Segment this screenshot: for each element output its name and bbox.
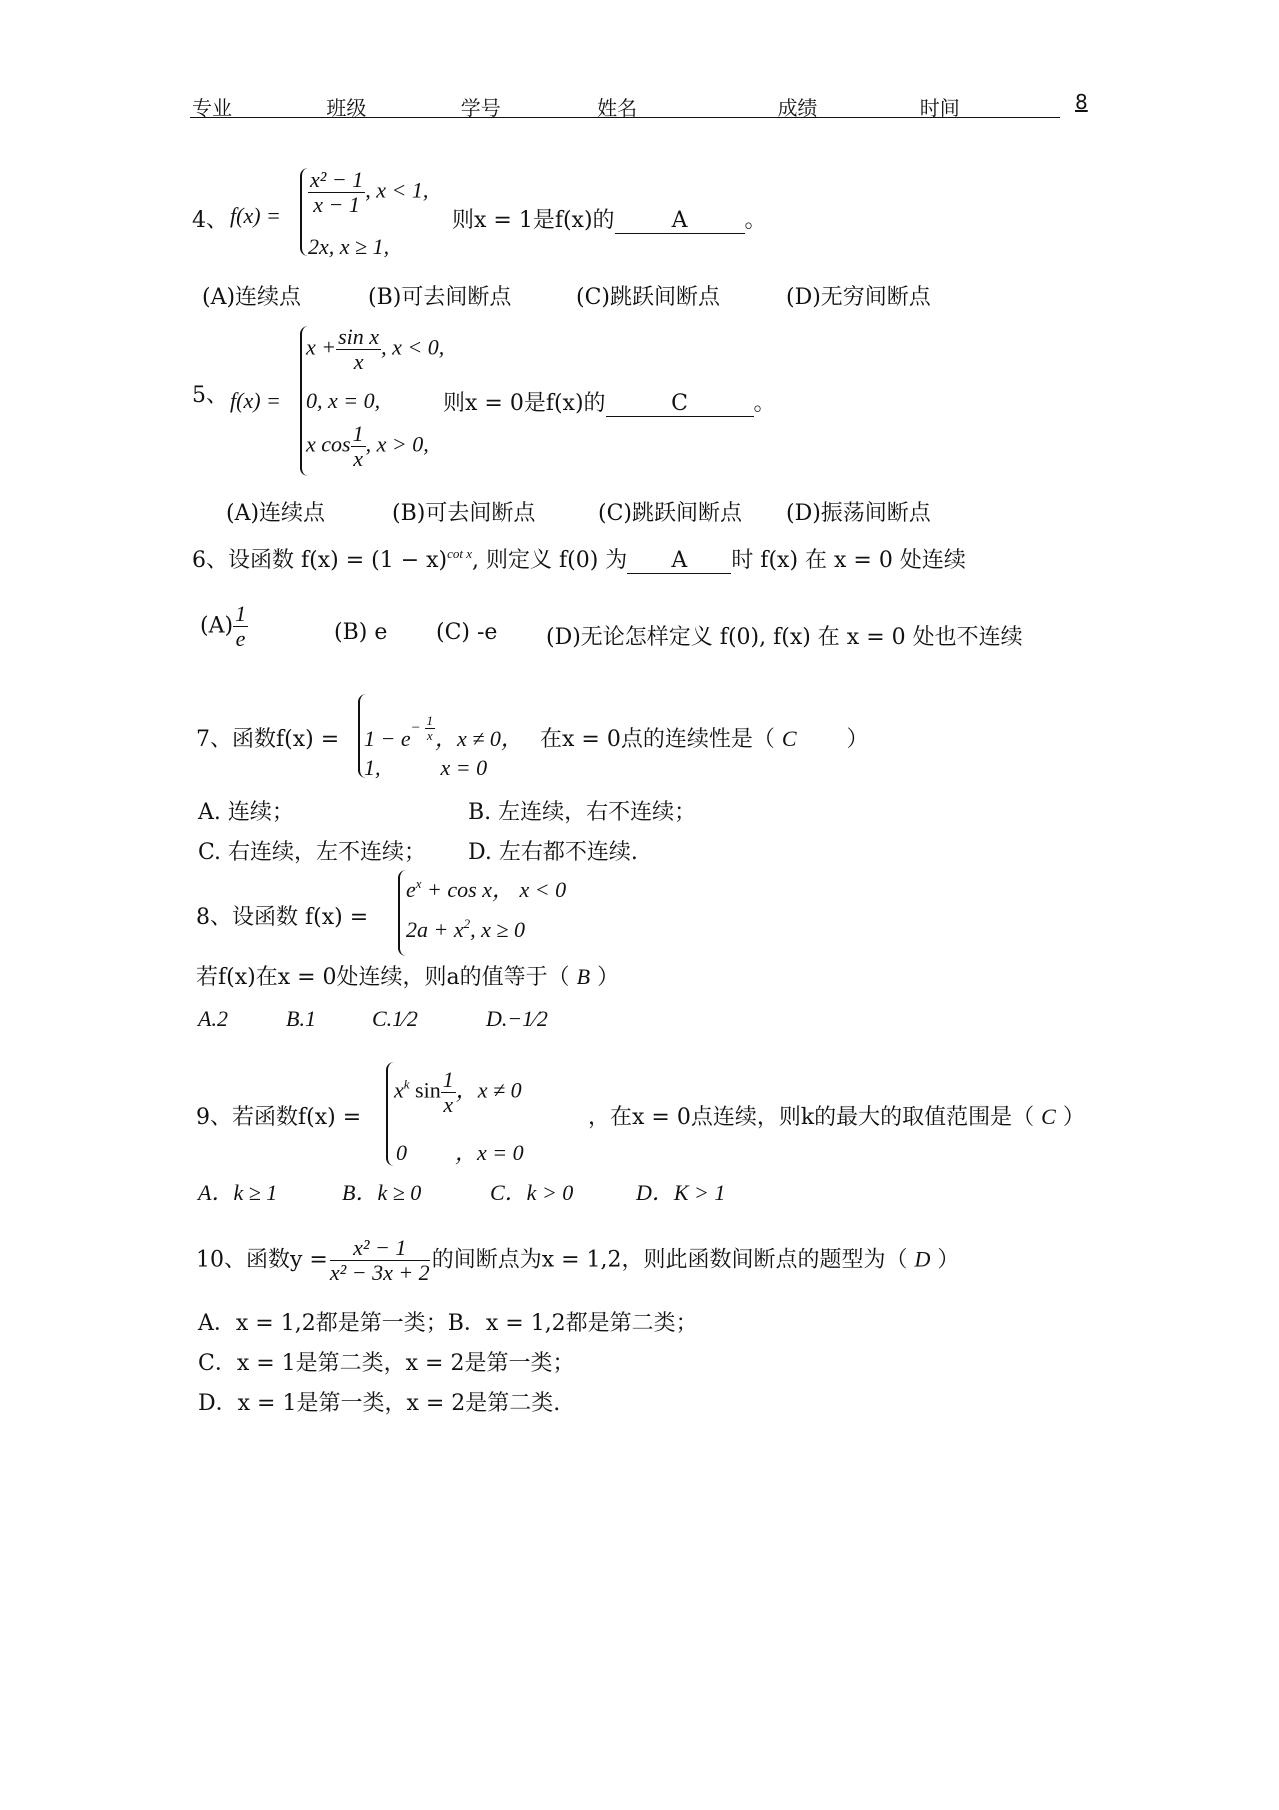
q6-option-c: (C) -e	[436, 620, 498, 645]
q7-option-a: A. 连续；	[198, 800, 294, 825]
q9-option-a: A．k ≥ 1	[198, 1180, 278, 1205]
q9-option-c: C．k > 0	[490, 1180, 574, 1205]
q5-answer: C	[606, 391, 754, 417]
q4-case1: $\frac{\text{x² − 1}}{x - 1}$ , x < 1,	[310, 167, 429, 218]
q5-option-d: (D)振荡间断点	[786, 501, 931, 526]
page-number: 8	[1075, 90, 1088, 114]
q4-option-d: (D)无穷间断点	[786, 285, 931, 310]
q5-stem: 则x = 0是f(x)的 C 。	[443, 391, 776, 416]
q9-case1: $x^k$ sin $\frac{1}{x}$ ，x ≠ 0	[394, 1067, 522, 1118]
q6-option-a: (A) $\frac{1}{e}$	[200, 601, 247, 652]
q7-option-d: D. 左右都不连续.	[468, 840, 638, 865]
q4-number: 4、	[192, 208, 228, 233]
header-field-time: 时间	[919, 96, 960, 120]
q5-option-c: (C)跳跃间断点	[598, 501, 742, 526]
q8-case1: $e^x + \cos x$， x < 0	[406, 876, 567, 902]
q10-answer: D	[914, 1246, 931, 1272]
q6-option-d: (D)无论怎样定义 f(0), f(x) 在 x = 0 处也不连续	[546, 625, 1023, 650]
q4-answer: A	[615, 208, 745, 234]
q5-case1: x + $\frac{\text{sin x}}{x}$ , x < 0,	[306, 324, 445, 375]
q10-stem: 10、函数y = $\frac{\text{x² − 1}}{\text{x² − 3x + 2}}$ 的间断点为x = 1,2，则此函数间断点的题型为（ D ）	[196, 1235, 960, 1286]
q9-option-b: B．k ≥ 0	[342, 1180, 422, 1205]
q6-stem: 6、设函数 $f(x) = (1 - x)^{cot x}$, 则定义 f(0) 为 A 时 f(x) 在 x = 0 处连续	[192, 546, 966, 573]
q9-brace	[386, 1062, 394, 1166]
q4-option-a: (A)连续点	[202, 285, 302, 310]
q7-lead: 7、函数f(x) =	[196, 727, 340, 752]
q8-option-c: C.1⁄2	[372, 1006, 418, 1031]
header-field-student-id: 学号	[460, 96, 501, 120]
q6-answer: A	[627, 548, 731, 574]
q8-option-a: A.2	[198, 1006, 228, 1031]
q7-case2: 1, x = 0	[364, 755, 488, 780]
q7-option-c: C. 右连续，左不连续；	[198, 840, 427, 865]
q9-stem: ，在x = 0点连续，则k的最大的取值范围是（ C ）	[588, 1104, 1085, 1130]
q4-stem: 则x = 1是f(x)的 A 。	[452, 208, 767, 233]
header-field-score: 成绩	[777, 96, 818, 120]
q9-answer: C	[1041, 1104, 1056, 1129]
q7-case1: $1 - e^{- \frac{1}{x}}$ ，x ≠ 0，	[364, 713, 523, 752]
q4-function: f(x) =	[230, 203, 281, 228]
q7-answer: C	[781, 726, 797, 751]
q10-option-c: C．x = 1是第二类，x = 2是第一类；	[198, 1351, 575, 1376]
q9-case2: 0 ，x = 0	[396, 1140, 524, 1165]
q4-brace	[300, 168, 308, 256]
q8-option-b: B.1	[286, 1006, 316, 1031]
q5-option-a: (A)连续点	[226, 501, 326, 526]
q8-brace	[398, 870, 406, 956]
header-field-name: 姓名	[597, 96, 638, 120]
q4-case2: 2x, x ≥ 1,	[308, 234, 390, 259]
q8-answer: B	[576, 964, 591, 989]
q10-option-d: D．x = 1是第一类，x = 2是第二类.	[198, 1391, 561, 1416]
q5-function: f(x) =	[230, 388, 281, 413]
q4-option-b: (B)可去间断点	[368, 285, 512, 310]
q5-option-b: (B)可去间断点	[392, 501, 536, 526]
q8-lead: 8、设函数 f(x) =	[196, 905, 369, 930]
q10-option-ab: A．x = 1,2都是第一类；B．x = 1,2都是第二类；	[198, 1311, 698, 1336]
q6-option-b: (B) e	[334, 620, 388, 645]
q7-stem: 在x = 0点的连续性是（ C ）	[540, 726, 869, 752]
header-field-class: 班级	[326, 96, 367, 120]
q7-option-b: B. 左连续，右不连续；	[468, 800, 697, 825]
q5-case2: 0, x = 0,	[306, 388, 381, 413]
q4-option-c: (C)跳跃间断点	[576, 285, 720, 310]
q8-case2: $2a + x^2$, x ≥ 0	[406, 916, 525, 942]
header-rule	[190, 117, 1050, 118]
q5-number: 5、	[192, 383, 228, 408]
q8-option-d: D.−1⁄2	[486, 1006, 548, 1031]
q8-stem: 若f(x)在x = 0处连续，则a的值等于（ B ）	[196, 964, 620, 990]
q5-case3: x cos $\frac{1}{x}$ , x > 0,	[306, 421, 429, 472]
header-field-major: 专业	[192, 96, 232, 120]
q9-option-d: D．K > 1	[636, 1180, 726, 1205]
q9-lead: 9、若函数f(x) =	[196, 1105, 362, 1130]
